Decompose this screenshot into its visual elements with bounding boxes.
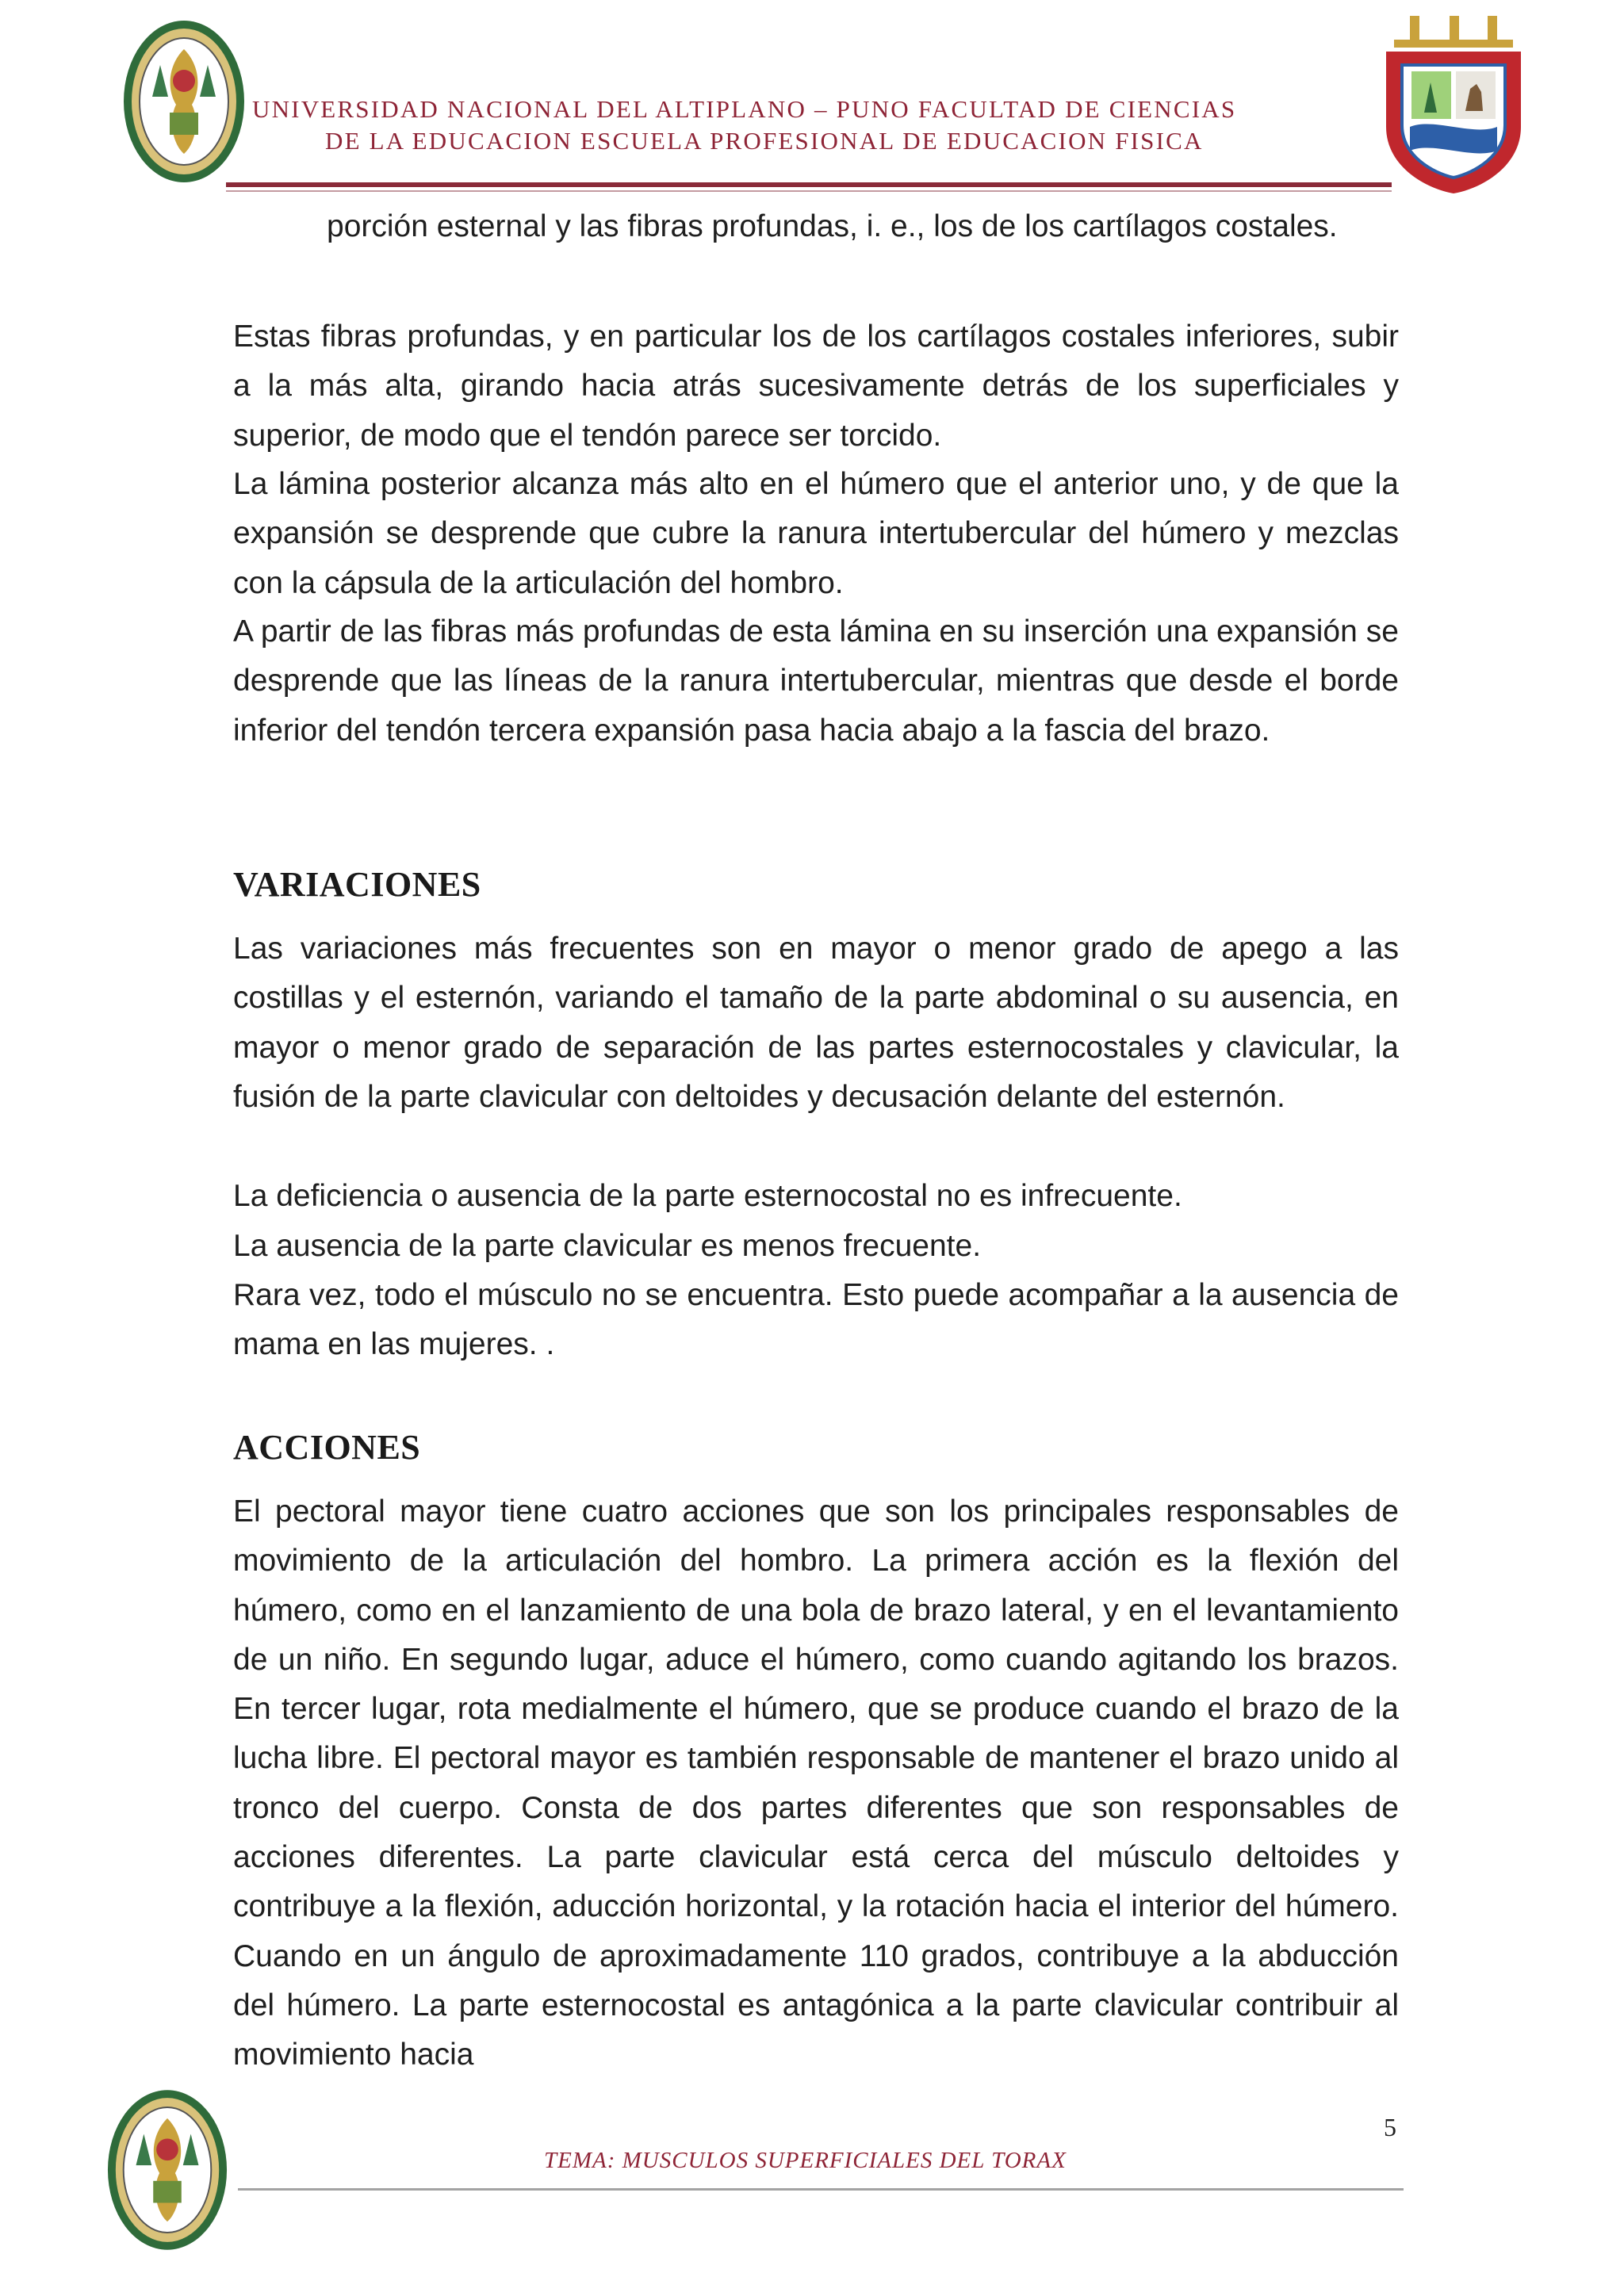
header-divider xyxy=(226,182,1392,187)
paragraph-deficiencia: La deficiencia o ausencia de la parte esternocostal no es infrecuente. xyxy=(233,1179,1182,1213)
shield-crest-icon xyxy=(1378,16,1529,195)
university-seal-icon xyxy=(121,17,247,186)
footer-divider xyxy=(238,2188,1404,2191)
paragraph-fibras-profundas: Estas fibras profundas, y en particular los de los cartílagos costales inferiores, subir a la más alta, girando hacia atrás sucesivamente detrás de los superficiales y superior, de modo que el tendón parece ser torcido. xyxy=(233,320,1399,453)
page-number: 5 xyxy=(1384,2113,1396,2141)
paragraph-ausencia-clavicular: La ausencia de la parte clavicular es menos frecuente. xyxy=(233,1229,982,1263)
header-institution-line2: DE LA EDUCACION ESCUELA PROFESIONAL DE EDUCACION FISICA xyxy=(325,127,1204,155)
section-heading-acciones: ACCIONES xyxy=(233,1428,421,1467)
paragraph-variaciones: Las variaciones más frecuentes son en mayor o menor grado de apego a las costillas y el esternón, variando el tamaño de la parte abdominal o su ausencia, en mayor o menor grado de separación de las partes esternocostales y clavicular, la fusión de la parte clavicular con deltoides y decusación delante del esternón. xyxy=(233,932,1399,1114)
paragraph-lamina-posterior: La lámina posterior alcanza más alto en el húmero que el anterior uno, y de que la expansión se desprende que cubre la ranura intertubercular del húmero y mezclas con la cápsula de la articulación del hombro. xyxy=(233,467,1399,600)
paragraph-rara-vez: Rara vez, todo el músculo no se encuentra. Esto puede acompañar a la ausencia de mama en las mujeres. . xyxy=(233,1278,1399,1362)
university-seal-icon xyxy=(105,2087,230,2253)
header-institution-line1: UNIVERSIDAD NACIONAL DEL ALTIPLANO – PUNO FACULTAD DE CIENCIAS xyxy=(252,95,1237,123)
paragraph-expansion: A partir de las fibras más profundas de esta lámina en su inserción una expansión se desprende que las líneas de la ranura intertubercular, mientras que desde el borde inferior del tendón tercera expansión pasa hacia abajo a la fascia del brazo. xyxy=(233,614,1399,748)
continuation-paragraph: porción esternal y las fibras profundas, i. e., los de los cartílagos costales. xyxy=(327,209,1338,243)
header-divider-thin xyxy=(226,190,1392,192)
paragraph-acciones: El pectoral mayor tiene cuatro acciones que son los principales responsables de movimiento de la articulación del hombro. La primera acción es la flexión del húmero, como en el lanzamiento de una bola de brazo lateral, y en el levantamiento de un niño. En segundo lugar, aduce el húmero, como cuando agitando los brazos. En tercer lugar, rota medialmente el húmero, que se produce cuando el brazo de la lucha libre. El pectoral mayor es también responsable de mantener el brazo unido al tronco del cuerpo. Consta de dos partes diferentes que son responsables de acciones diferentes. La parte clavicular está cerca del músculo deltoides y contribuye a la flexión, aducción horizontal, y la rotación hacia el interior del húmero. Cuando en un ángulo de aproximadamente 110 grados, contribuye a la abducción del húmero. La parte esternocostal es antagónica a la parte clavicular contribuir al movimiento hacia xyxy=(233,1494,1399,2072)
section-heading-variaciones: VARIACIONES xyxy=(233,865,481,904)
footer-topic: TEMA: MUSCULOS SUPERFICIALES DEL TORAX xyxy=(544,2148,1067,2173)
